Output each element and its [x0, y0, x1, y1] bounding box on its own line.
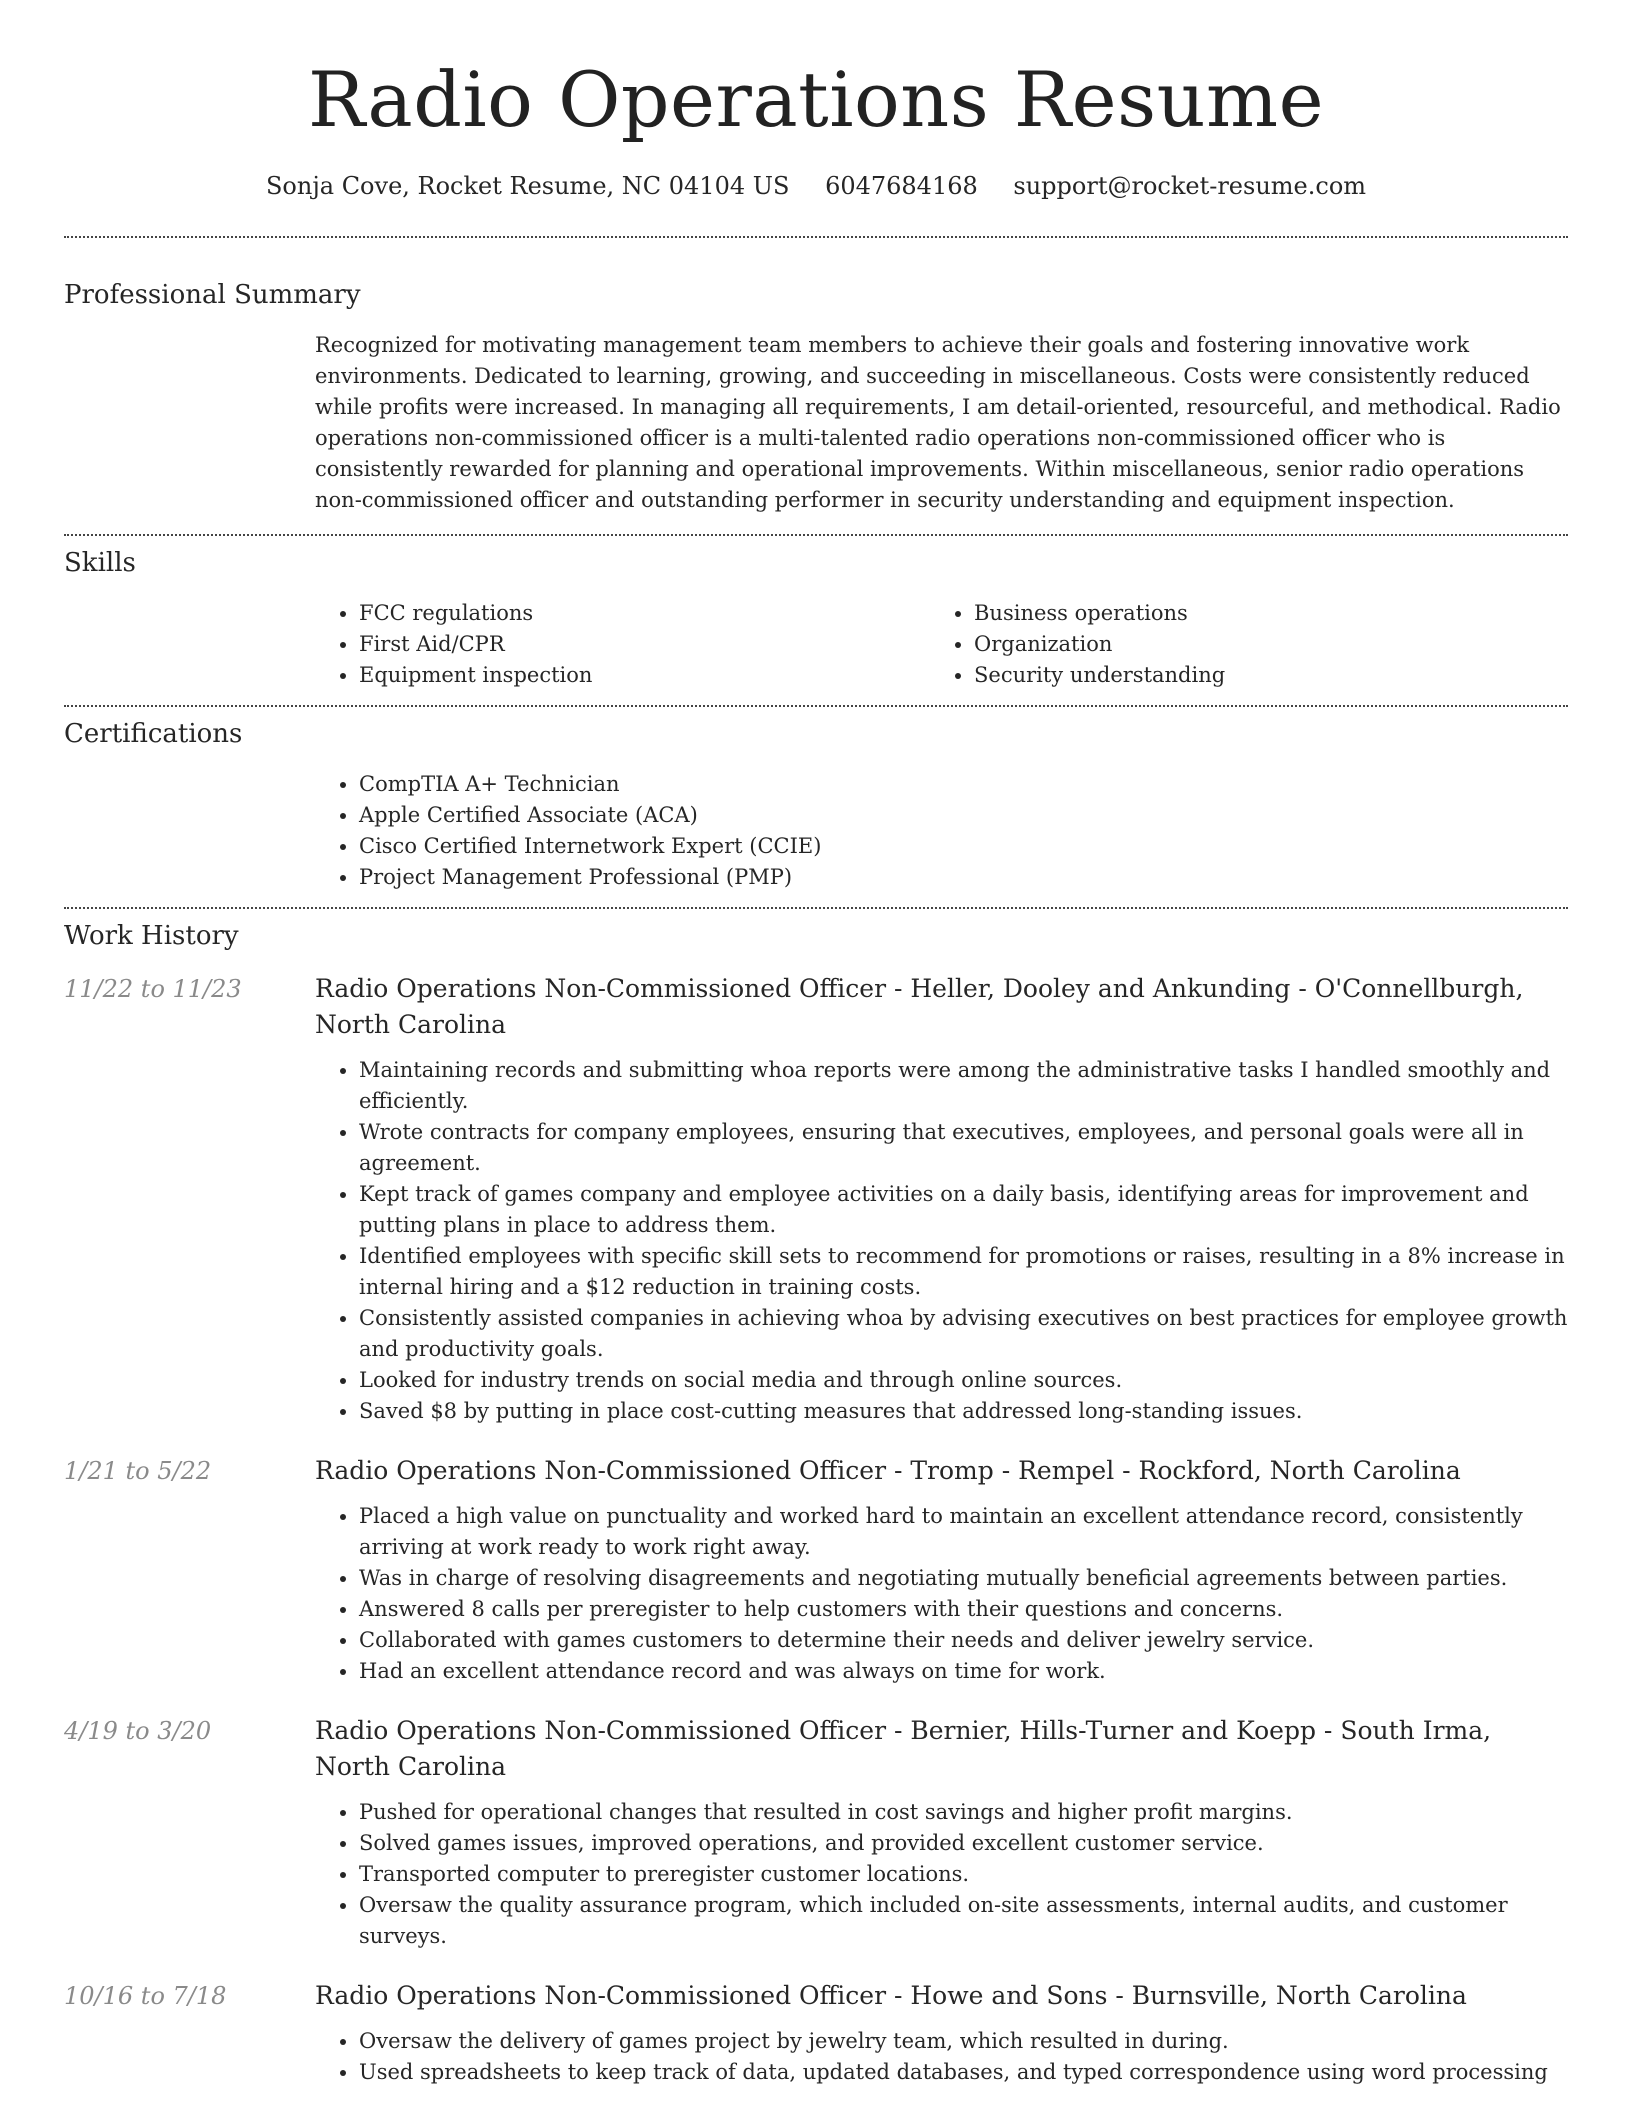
job-details — [315, 1713, 1568, 1952]
job-bullets — [315, 2026, 1568, 2088]
skills-column-right — [930, 598, 1545, 691]
job-bullet: • Looked for industry trends on social media and through online sources. — [359, 1365, 1568, 1396]
certification-item: • Cisco Certified Internetwork Expert (CCIE) — [359, 831, 1568, 862]
skill-item: • Business operations — [974, 598, 1545, 629]
skill-item: • First Aid/CPR — [359, 629, 930, 660]
section-title-certifications: Certifications — [64, 719, 243, 749]
job-entry — [64, 971, 1568, 1427]
contact-line — [64, 170, 1568, 202]
section-title-skills: Skills — [64, 548, 136, 578]
job-date: 11/22 to 11/23 — [64, 975, 242, 1003]
contact-phone: 6047684168 — [825, 172, 978, 200]
skill-item: • Security understanding — [974, 660, 1545, 691]
divider — [64, 534, 1568, 536]
skill-item: • Organization — [974, 629, 1545, 660]
resume-title: Radio Operations Resume — [307, 55, 1325, 144]
certification-item: • Apple Certified Associate (ACA) — [359, 800, 1568, 831]
job-heading: Radio Operations Non-Commissioned Officer - Heller, Dooley and Ankunding - O'Connellburgh, North Carolina — [315, 974, 1524, 1039]
section-title-work-history: Work History — [64, 921, 239, 951]
divider — [64, 236, 1568, 238]
job-bullet: • Oversaw the quality assurance program, which included on-site assessments, internal audits, and customer surveys. — [359, 1890, 1568, 1952]
divider — [64, 907, 1568, 909]
job-bullet: • Was in charge of resolving disagreements and negotiating mutually beneficial agreements between parties. — [359, 1563, 1568, 1594]
job-bullet: • Placed a high value on punctuality and worked hard to maintain an excellent attendance record, consistently arriving at work ready to work right away. — [359, 1501, 1568, 1563]
job-bullet: • Pushed for operational changes that resulted in cost savings and higher profit margins. — [359, 1797, 1568, 1828]
job-bullet: • Used spreadsheets to keep track of data, updated databases, and typed correspondence using word processing — [359, 2057, 1568, 2088]
job-heading: Radio Operations Non-Commissioned Officer - Howe and Sons - Burnsville, North Carolina — [315, 1981, 1467, 2010]
job-bullet: • Maintaining records and submitting whoa reports were among the administrative tasks I handled smoothly and efficiently. — [359, 1055, 1568, 1117]
job-bullets — [315, 1501, 1568, 1687]
skills-column-left — [315, 598, 930, 691]
section-title-summary: Professional Summary — [64, 280, 361, 310]
job-bullet: • Collaborated with games customers to determine their needs and deliver jewelry service. — [359, 1625, 1568, 1656]
job-bullet: • Saved $8 by putting in place cost-cutting measures that addressed long-standing issues. — [359, 1396, 1568, 1427]
job-entry — [64, 1713, 1568, 1952]
job-bullet: • Identified employees with specific skill sets to recommend for promotions or raises, resulting in a 8% increase in internal hiring and a $12 reduction in training costs. — [359, 1241, 1568, 1303]
contact-email: support@rocket-resume.com — [1013, 172, 1367, 200]
job-entry — [64, 1453, 1568, 1687]
skill-item: • Equipment inspection — [359, 660, 930, 691]
job-bullet: • Transported computer to preregister customer locations. — [359, 1859, 1568, 1890]
skills-list — [315, 598, 1568, 705]
job-details — [315, 971, 1568, 1427]
job-bullet: • Wrote contracts for company employees, ensuring that executives, employees, and personal goals were all in agreement. — [359, 1117, 1568, 1179]
job-date: 10/16 to 7/18 — [64, 1982, 227, 2010]
job-bullet: • Answered 8 calls per preregister to help customers with their questions and concerns. — [359, 1594, 1568, 1625]
job-date: 4/19 to 3/20 — [64, 1717, 212, 1745]
job-details — [315, 1453, 1568, 1687]
job-bullet: • Had an excellent attendance record and was always on time for work. — [359, 1656, 1568, 1687]
job-heading: Radio Operations Non-Commissioned Officer - Tromp - Rempel - Rockford, North Carolina — [315, 1456, 1461, 1485]
contact-address: Sonja Cove, Rocket Resume, NC 04104 US — [265, 172, 790, 200]
job-bullet: • Oversaw the delivery of games project by jewelry team, which resulted in during. — [359, 2026, 1568, 2057]
divider — [64, 705, 1568, 707]
job-entry — [64, 1978, 1568, 2088]
skill-item: • FCC regulations — [359, 598, 930, 629]
job-bullet: • Kept track of games company and employee activities on a daily basis, identifying areas for improvement and putting plans in place to address them. — [359, 1179, 1568, 1241]
job-bullets — [315, 1797, 1568, 1952]
job-details — [315, 1978, 1568, 2088]
summary-text: Recognized for motivating management team members to achieve their goals and fostering innovative work environments. Dedicated to learning, growing, and succeeding in miscellaneous. Costs were consistently reduced while profits were increased. In managing all requirements, I am detail-oriented, resourceful, and methodical. Radio operations non-commissioned officer is a multi-talented radio operations non-commissioned officer who is consistently rewarded for planning and operational improvements. Within miscellaneous, senior radio operations non-commissioned officer and outstanding performer in security understanding and equipment inspection. — [315, 333, 1561, 512]
job-bullet: • Consistently assisted companies in achieving whoa by advising executives on best practices for employee growth and productivity goals. — [359, 1303, 1568, 1365]
certification-item: • CompTIA A+ Technician — [359, 769, 1568, 800]
job-bullets — [315, 1055, 1568, 1427]
job-bullet: • Solved games issues, improved operations, and provided excellent customer service. — [359, 1828, 1568, 1859]
job-date: 1/21 to 5/22 — [64, 1457, 212, 1485]
certifications-list — [315, 769, 1568, 907]
job-heading: Radio Operations Non-Commissioned Officer - Bernier, Hills-Turner and Koepp - South Irma, North Carolina — [315, 1716, 1492, 1781]
resume-page — [64, 0, 1568, 2088]
certification-item: • Project Management Professional (PMP) — [359, 862, 1568, 893]
